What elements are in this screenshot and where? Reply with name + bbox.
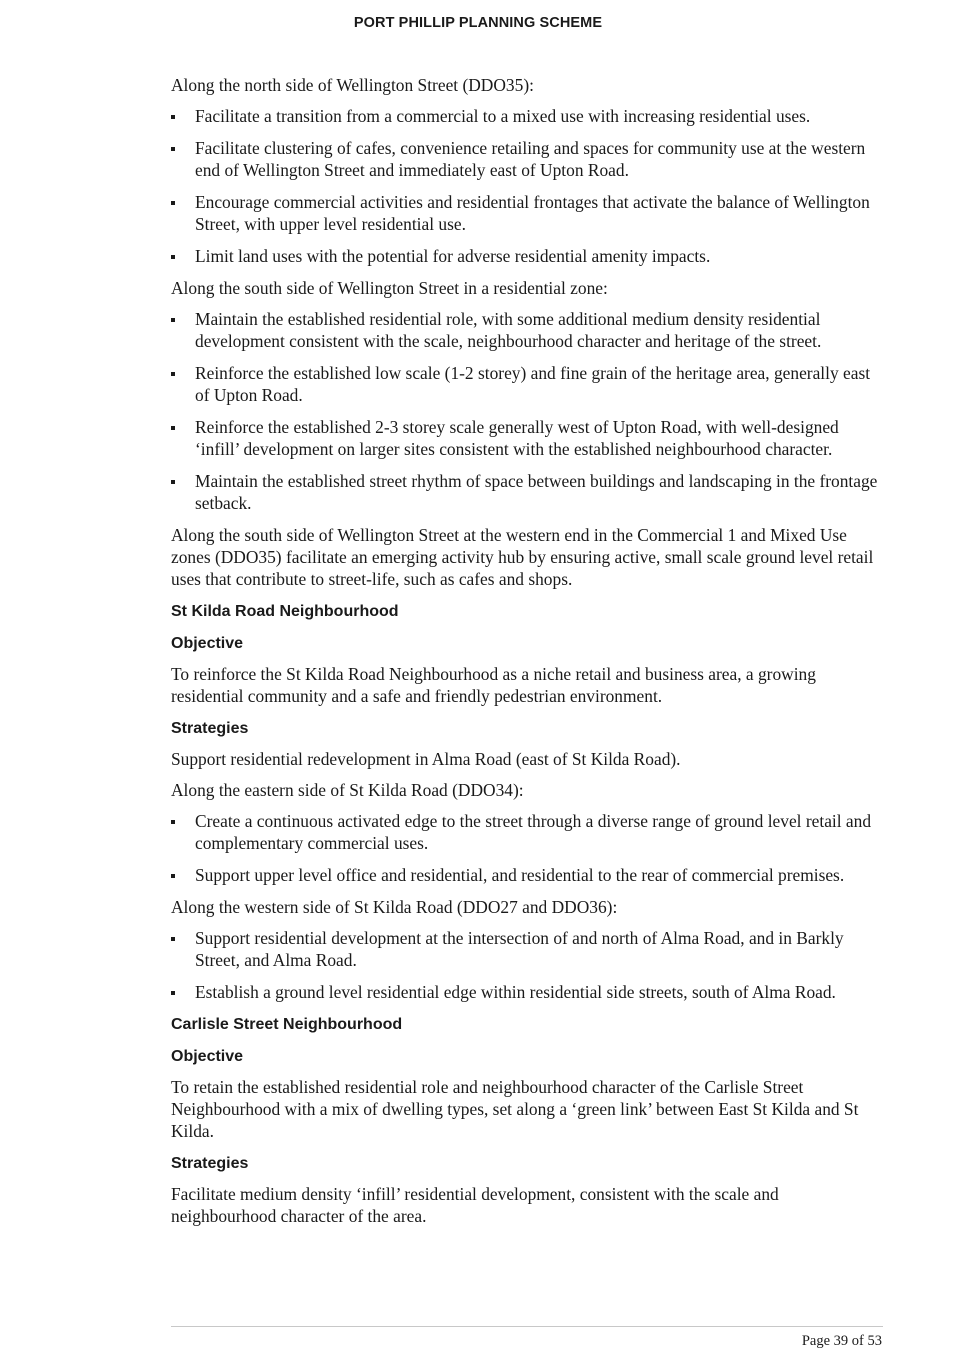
bullet-item — [171, 810, 885, 854]
bullet-item — [171, 864, 885, 886]
paragraph: Support residential redevelopment in Alma Road (east of St Kilda Road). — [171, 749, 681, 769]
bullet-list — [171, 105, 885, 267]
bullet-item — [171, 137, 885, 181]
section-heading: Objective — [171, 1048, 244, 1065]
bullet-list — [171, 308, 885, 514]
document-body — [171, 74, 885, 1236]
bullet-text: Support upper level office and residential, and residential to the rear of commercial premises. — [195, 865, 845, 885]
paragraph: Along the south side of Wellington Street at the western end in the Commercial 1 and Mixed Use zones (DDO35) facilitate an emerging activity hub by ensuring active, small scale ground level retail uses that contribute to street-life, such as cafes and shops. — [171, 525, 874, 589]
bullet-marker-icon — [171, 991, 175, 995]
bullet-text: Facilitate clustering of cafes, convenience retailing and spaces for community use at the western end of Wellington Street and immediately east of Upton Road. — [195, 138, 866, 180]
bullet-item — [171, 470, 885, 514]
bullet-item — [171, 105, 885, 127]
section-heading: Strategies — [171, 1155, 249, 1172]
bullet-marker-icon — [171, 372, 175, 376]
section-heading: Objective — [171, 635, 244, 652]
bullet-item — [171, 308, 885, 352]
bullet-text: Limit land uses with the potential for adverse residential amenity impacts. — [195, 246, 711, 266]
footer-divider — [171, 1326, 883, 1327]
bullet-text: Reinforce the established 2-3 storey scale generally west of Upton Road, with well-designed ‘infill’ development on larger sites consistent with the established neighbourhood character. — [195, 417, 839, 459]
bullet-item — [171, 981, 885, 1003]
bullet-item — [171, 416, 885, 460]
bullet-marker-icon — [171, 147, 175, 151]
bullet-marker-icon — [171, 115, 175, 119]
paragraph: Facilitate medium density ‘infill’ residential development, consistent with the scale and neighbourhood character of the area. — [171, 1184, 779, 1226]
paragraph: To reinforce the St Kilda Road Neighbourhood as a niche retail and business area, a growing residential community and a safe and friendly pedestrian environment. — [171, 664, 816, 706]
bullet-text: Support residential development at the intersection of and north of Alma Road, and in Barkly Street, and Alma Road. — [195, 928, 844, 970]
section-heading: St Kilda Road Neighbourhood — [171, 603, 399, 620]
paragraph: Along the south side of Wellington Street in a residential zone: — [171, 278, 608, 298]
bullet-text: Create a continuous activated edge to the street through a diverse range of ground level retail and complementary commercial uses. — [195, 811, 872, 853]
bullet-text: Maintain the established residential role, with some additional medium density residential development consistent with the scale, neighbourhood character and heritage of the street. — [195, 309, 822, 351]
bullet-marker-icon — [171, 318, 175, 322]
bullet-list — [171, 927, 885, 1003]
bullet-text: Establish a ground level residential edge within residential side streets, south of Alma Road. — [195, 982, 836, 1002]
section-heading: Carlisle Street Neighbourhood — [171, 1016, 403, 1033]
bullet-item — [171, 191, 885, 235]
bullet-marker-icon — [171, 874, 175, 878]
page-number: Page 39 of 53 — [801, 1333, 882, 1349]
bullet-marker-icon — [171, 937, 175, 941]
bullet-marker-icon — [171, 480, 175, 484]
bullet-text: Reinforce the established low scale (1-2 storey) and fine grain of the heritage area, generally east of Upton Road. — [195, 363, 871, 405]
bullet-marker-icon — [171, 201, 175, 205]
bullet-marker-icon — [171, 255, 175, 259]
bullet-text: Facilitate a transition from a commercial to a mixed use with increasing residential uses. — [195, 106, 811, 126]
paragraph: Along the north side of Wellington Street (DDO35): — [171, 75, 534, 95]
bullet-list — [171, 810, 885, 886]
paragraph: Along the eastern side of St Kilda Road (DDO34): — [171, 780, 524, 800]
page-header: PORT PHILLIP PLANNING SCHEME — [353, 15, 603, 31]
paragraph: Along the western side of St Kilda Road (DDO27 and DDO36): — [171, 897, 618, 917]
bullet-marker-icon — [171, 426, 175, 430]
bullet-marker-icon — [171, 820, 175, 824]
bullet-text: Encourage commercial activities and residential frontages that activate the balance of Wellington Street, with upper level residential use. — [195, 192, 870, 234]
bullet-text: Maintain the established street rhythm of space between buildings and landscaping in the frontage setback. — [195, 471, 878, 513]
bullet-item — [171, 245, 885, 267]
paragraph: To retain the established residential role and neighbourhood character of the Carlisle Street Neighbourhood with a mix of dwelling types, set along a ‘green link’ between East St Kilda and St Kilda. — [171, 1077, 859, 1141]
bullet-item — [171, 362, 885, 406]
section-heading: Strategies — [171, 720, 249, 737]
bullet-item — [171, 927, 885, 971]
